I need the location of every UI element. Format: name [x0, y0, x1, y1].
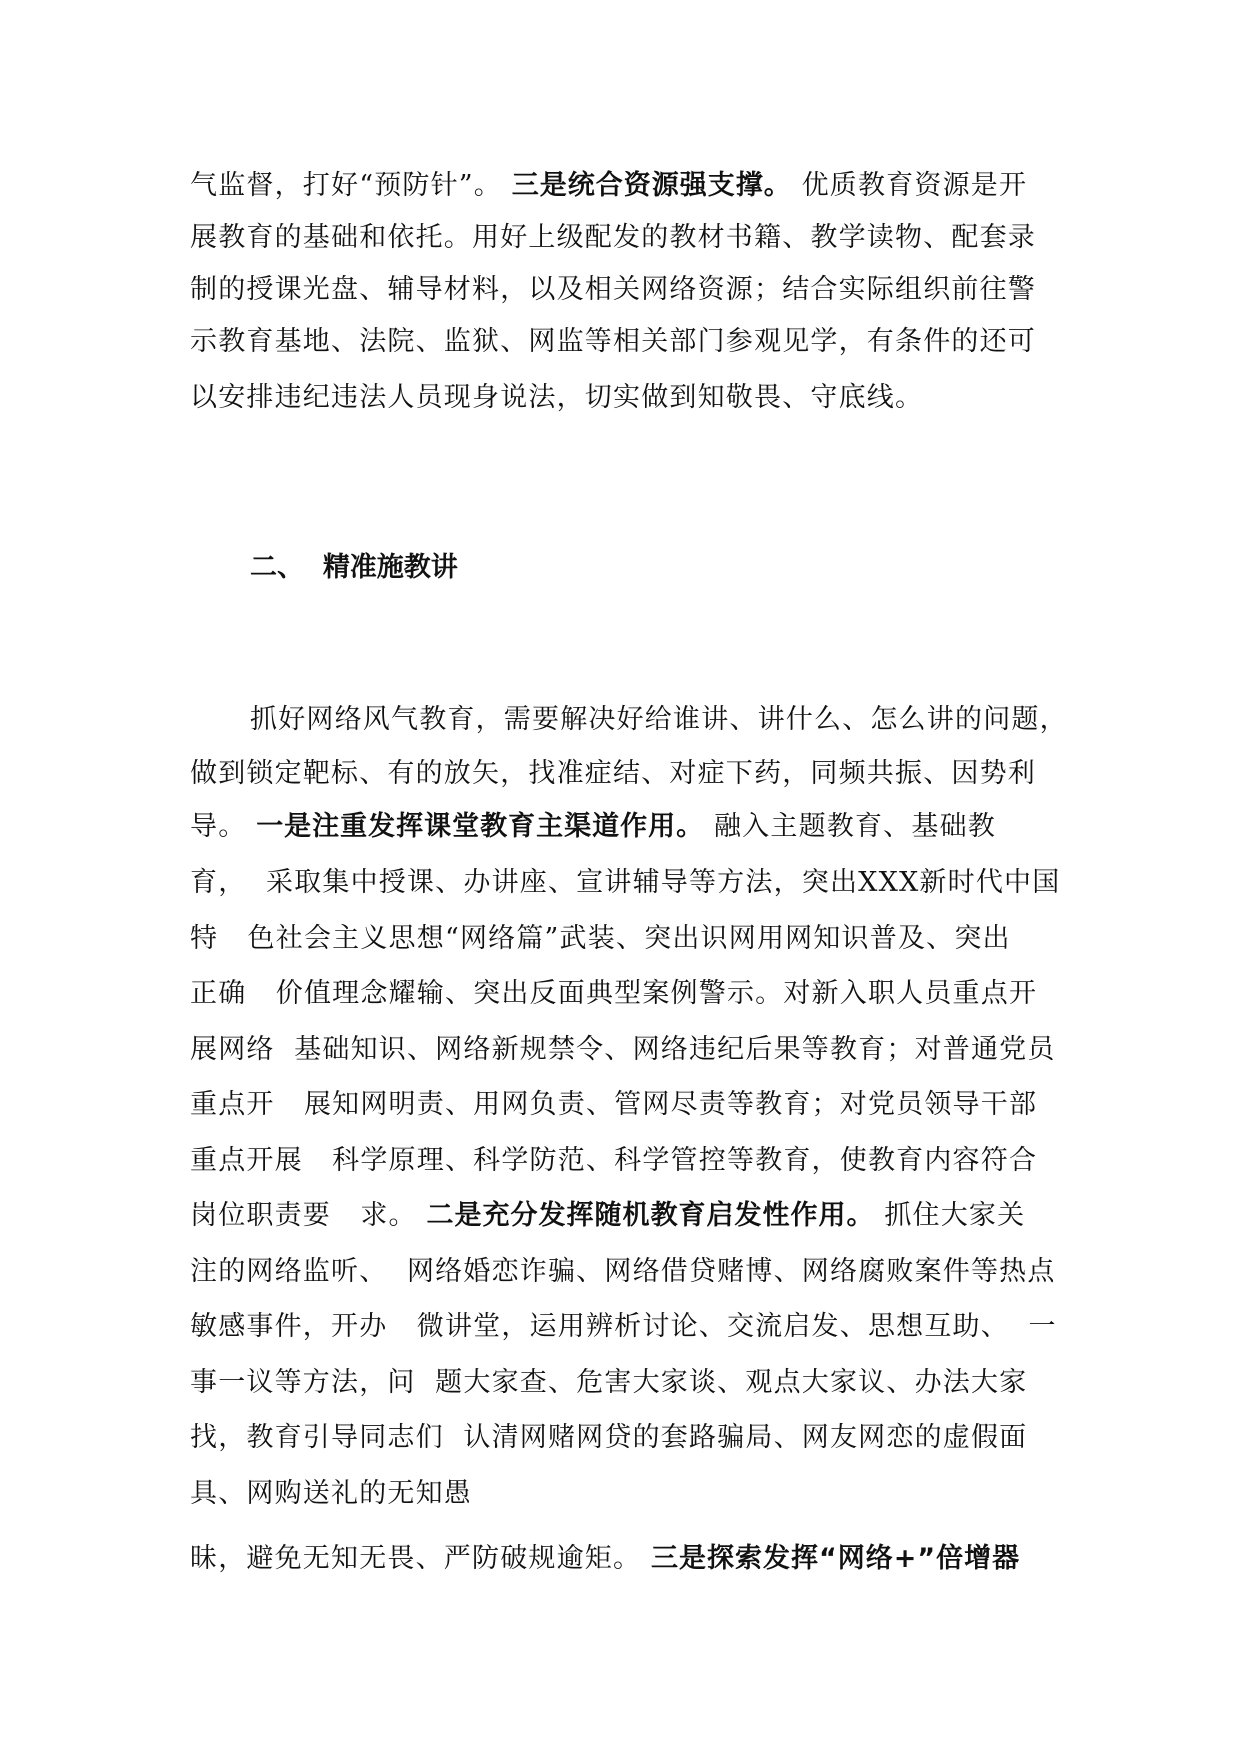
paragraph-line: 展网络 基础知识、网络新规禁令、网络违纪后果等教育；对普通党员 — [190, 1034, 1056, 1065]
paragraph-line — [190, 168, 1027, 204]
paragraph-line: 特 色社会主义思想“网络篇”武装、突出识网用网知识普及、突出 — [190, 923, 1011, 954]
paragraph-line — [190, 1198, 1025, 1234]
section-heading — [250, 550, 458, 586]
text-run: 导。 — [190, 811, 257, 842]
paragraph-line: 注的网络监听、 网络婚恋诈骗、网络借贷赌博、网络腐败案件等热点 — [190, 1256, 1056, 1287]
paragraph-line: 找，教育引导同志们 认清网赌网贷的套路骗局、网友网恋的虚假面 — [190, 1422, 1028, 1453]
paragraph-line — [190, 1541, 1020, 1577]
paragraph-line: 示教育基地、法院、监狱、网监等相关部门参观见学，有条件的还可 — [190, 326, 1036, 357]
paragraph-line: 做到锁定靶标、有的放矢，找准症结、对症下药，同频共振、因势利 — [190, 758, 1036, 789]
bold-key-point: 一是注重发挥课堂教育主渠道作用。 — [256, 811, 705, 842]
paragraph-line: 重点开展 科学原理、科学防范、科学管控等教育，使教育内容符合 — [190, 1145, 1038, 1176]
bold-key-point: 三是统合资源强支撑。 — [511, 170, 792, 201]
paragraph-line: 重点开 展知网明责、用网负责、管网尽责等教育；对党员领导干部 — [190, 1089, 1038, 1120]
text-run: 岗位职责要 求。 — [190, 1200, 427, 1231]
text-run: 昧，避免无知无畏、严防破规逾矩。 — [190, 1543, 651, 1574]
text-run: 融入主题教育、基础教 — [704, 811, 996, 842]
paragraph-line: 展教育的基础和依托。用好上级配发的教材书籍、教学读物、配套录 — [190, 222, 1036, 253]
paragraph-line: 制的授课光盘、辅导材料，以及相关网络资源；结合实际组织前往警 — [190, 274, 1036, 305]
paragraph-line — [190, 809, 996, 845]
paragraph-line: 以安排违纪违法人员现身说法，切实做到知敬畏、守底线。 — [190, 382, 924, 413]
bold-key-point: 二是充分发挥随机教育启发性作用。 — [426, 1200, 875, 1231]
paragraph-line: 抓好网络风气教育，需要解决好给谁讲、讲什么、怎么讲的问题， — [250, 704, 1068, 735]
text-run: 抓住大家关 — [874, 1200, 1026, 1231]
paragraph-line: 敏感事件，开办 微讲堂，运用辨析讨论、交流启发、思想互助、 一 — [190, 1311, 1057, 1342]
bold-key-point: 三是探索发挥“网络+”倍增器 — [650, 1543, 1021, 1574]
paragraph-line: 育， 采取集中授课、办讲座、宣讲辅导等方法，突出XXX新时代中国 — [190, 867, 1061, 898]
section-number: 二、 — [250, 552, 304, 583]
text-run: 气监督，打好“预防针”。 — [190, 170, 512, 201]
paragraph-line: 事一议等方法，问 题大家查、危害大家谈、观点大家议、办法大家 — [190, 1367, 1028, 1398]
section-title: 精准施教讲 — [322, 552, 458, 583]
paragraph-line: 正确 价值理念耀输、突出反面典型案例警示。对新入职人员重点开 — [190, 978, 1038, 1009]
text-run: 优质教育资源是开 — [791, 170, 1028, 201]
paragraph-line: 具、网购送礼的无知愚 — [190, 1478, 472, 1509]
